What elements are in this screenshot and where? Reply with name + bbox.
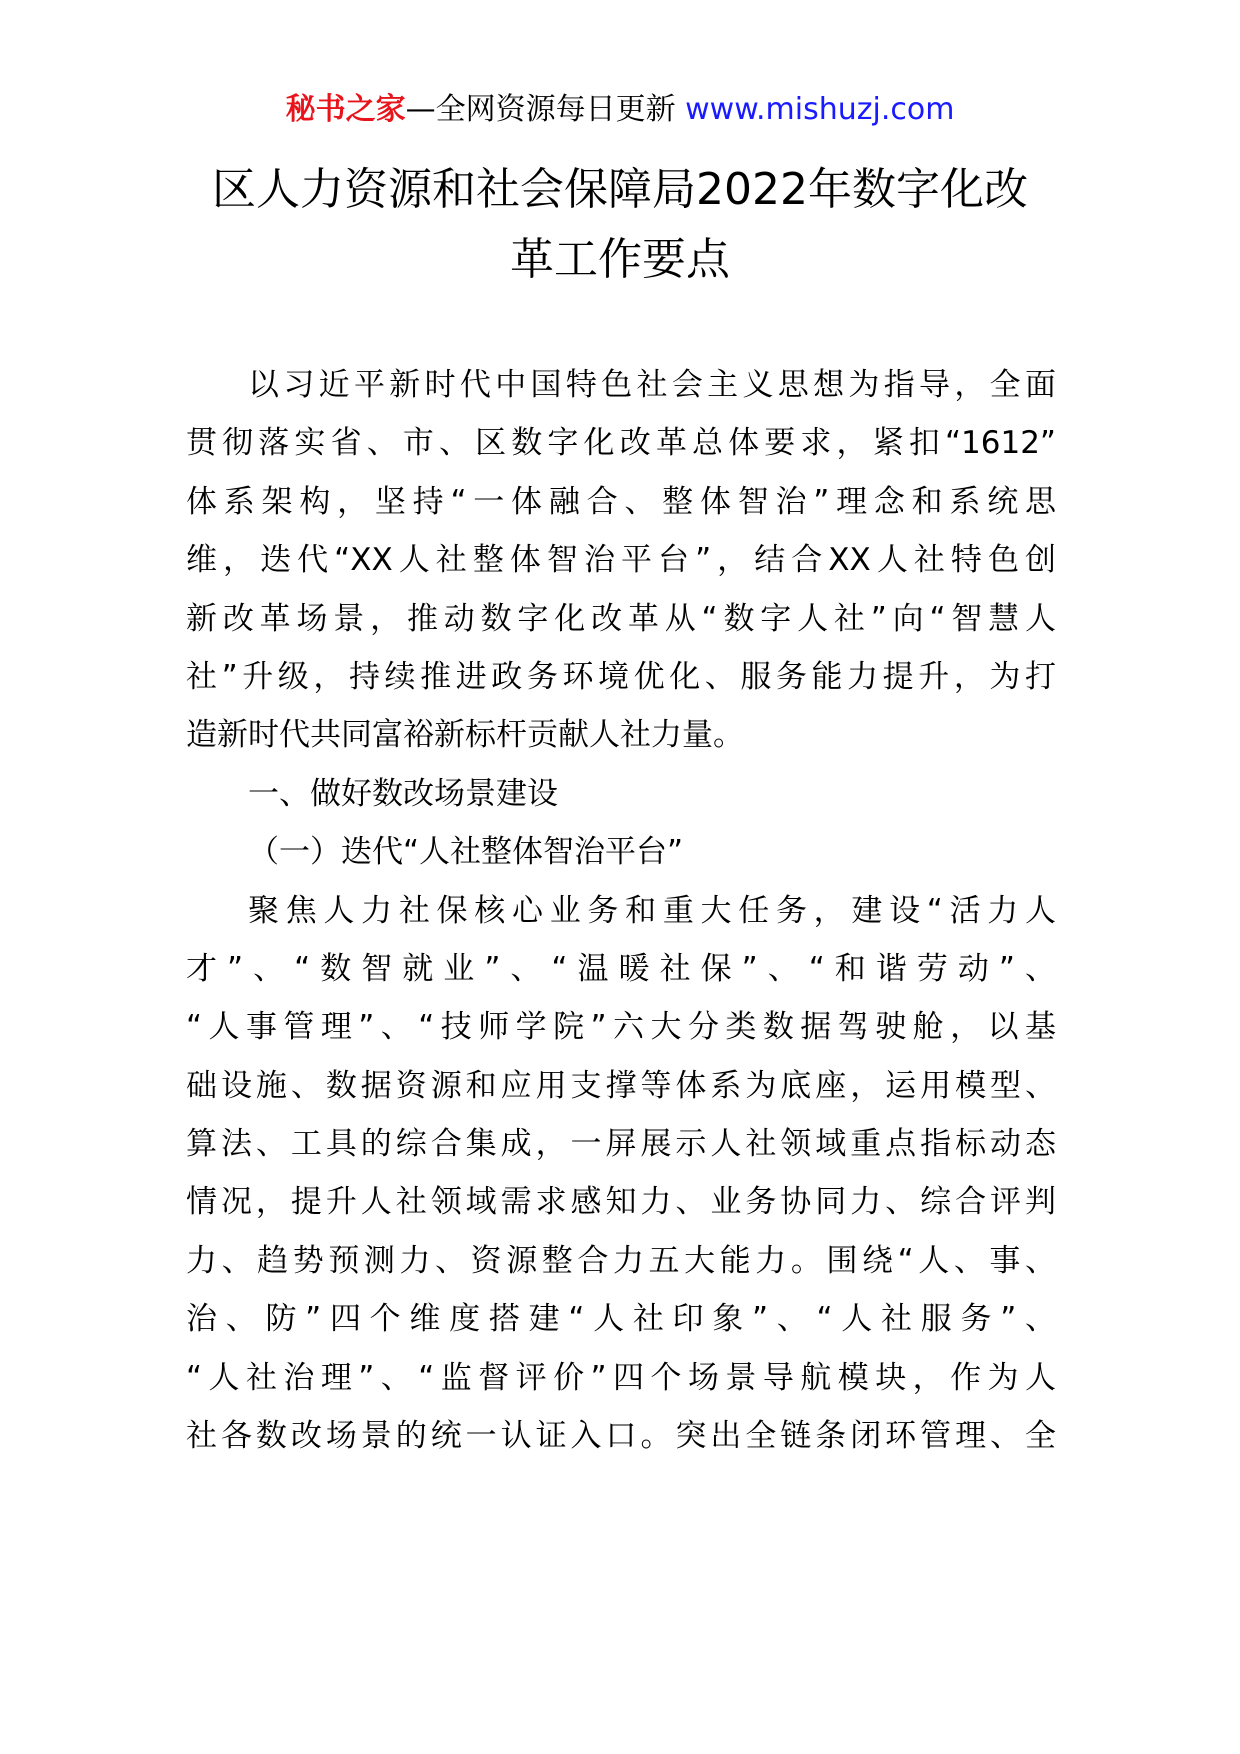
intro-line: 新改革场景，推动数字化改革从“数字人社”向“智慧人 <box>186 600 1056 637</box>
site-url-link[interactable]: www.mishuzj.com <box>685 92 955 127</box>
intro-line: 维，迭代“XX人社整体智治平台”，结合XX人社特色创 <box>186 542 1056 579</box>
intro-line: 以习近平新时代中国特色社会主义思想为指导，全面 <box>248 367 1056 403</box>
paragraph-line: 情况，提升人社领域需求感知力、业务协同力、综合评判 <box>186 1184 1056 1221</box>
paragraph-line: 才”、“数智就业”、“温暖社保”、“和谐劳动”、 <box>186 950 1056 987</box>
intro-line: 造新时代共同富裕新标杆贡献人社力量。 <box>186 717 744 754</box>
paragraph-line: “人事管理”、“技师学院”六大分类数据驾驶舱，以基 <box>186 1009 1056 1046</box>
document-body <box>186 356 1056 1465</box>
brand-tagline: —全网资源每日更新 <box>405 92 676 127</box>
section-heading: 一、做好数改场景建设 <box>248 775 558 812</box>
paragraph-line: 聚焦人力社保核心业务和重大任务，建设“活力人 <box>248 892 1056 929</box>
brand-name: 秘书之家 <box>285 92 406 127</box>
title-line-2: 革工作要点 <box>510 234 730 285</box>
intro-line: 社”升级，持续推进政务环境优化、服务能力提升，为打 <box>186 658 1056 695</box>
subsection-heading: （一）迭代“人社整体智治平台” <box>248 834 684 871</box>
intro-line: 体系架构，坚持“一体融合、整体智治”理念和系统思 <box>186 483 1056 520</box>
intro-line: 贯彻落实省、市、区数字化改革总体要求，紧扣“1612” <box>186 425 1056 462</box>
paragraph-line: 社各数改场景的统一认证入口。突出全链条闭环管理、全 <box>186 1418 1056 1455</box>
paragraph-line: 治、防”四个维度搭建“人社印象”、“人社服务”、 <box>186 1301 1056 1338</box>
title-line-1: 区人力资源和社会保障局2022年数字化改 <box>212 164 1028 215</box>
paragraph-line: 力、趋势预测力、资源整合力五大能力。围绕“人、事、 <box>186 1242 1056 1279</box>
paragraph-line: “人社治理”、“监督评价”四个场景导航模块，作为人 <box>186 1359 1056 1396</box>
paragraph-line: 础设施、数据资源和应用支撑等体系为底座，运用模型、 <box>186 1067 1056 1104</box>
watermark-header <box>0 90 1240 130</box>
paragraph-line: 算法、工具的综合集成，一屏展示人社领域重点指标动态 <box>186 1126 1056 1163</box>
document-title <box>120 160 1120 290</box>
